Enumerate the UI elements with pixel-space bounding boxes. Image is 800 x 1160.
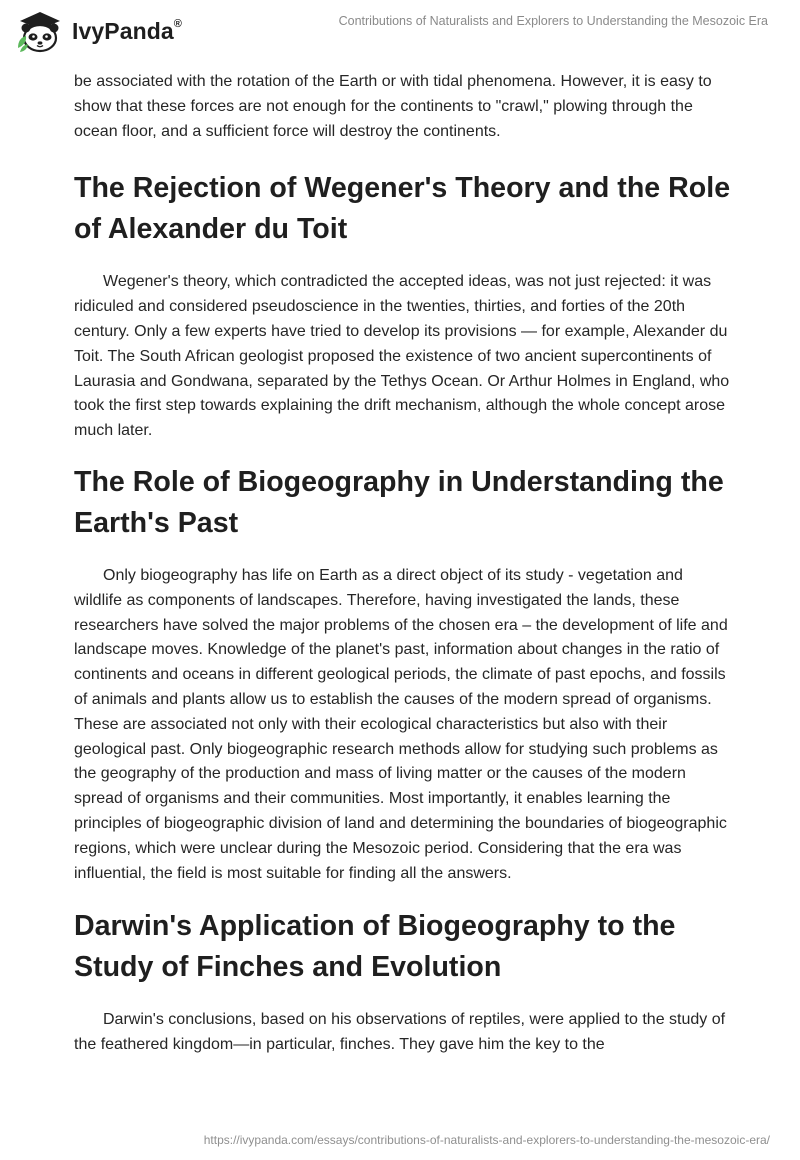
section-paragraph-biogeography: Only biogeography has life on Earth as a direct object of its study - vegetation and wildlife as components of landscapes. Therefore, having investigated the lands, these researchers have solved the major problems of the chosen era – the development of life and landscape moves. Knowledge of the planet's past, information about changes in the ratio of continents and oceans in different geological periods, the climate of past epochs, and fossils of animals and plants allow us to establish the causes of the modern spread of organisms. These are associated not only with their ecological characteristics but also with their geological past. Only biogeographic research methods allow for studying such problems as the geography of the production and mass of living matter or the causes of the modern spread of organisms and their communities. Most importantly, it enables learning the principles of biogeographic division of land and determining the boundaries of biogeographic regions, which were unclear during the Mesozoic period. Considering that the era was influential, the field is most suitable for finding all the answers.: [74, 566, 728, 882]
section-heading-darwin: Darwin's Application of Biogeography to the Study of Finches and Evolution: [74, 910, 676, 984]
section-heading-biogeography: The Role of Biogeography in Understanding the Earth's Past: [74, 465, 724, 539]
section-paragraph-darwin: Darwin's conclusions, based on his observations of reptiles, were applied to the study of the feathered kingdom—in particular, finches. They gave him the key to the: [74, 1011, 726, 1054]
section-paragraph-wegener: Wegener's theory, which contradicted the accepted ideas, was not just rejected: it was ridiculed and considered pseudoscience in the twenties, thirties, and forties of the 20th century. Only a few experts have tried to develop its provisions — for example, Alexander du Toit. The South African geologist proposed the existence of two ancient supercontinents of Laurasia and Gondwana, separated by the Tethys Ocean. Or Arthur Holmes in England, who took the first step towards explaining the drift mechanism, although the whole concept arose much later.: [74, 273, 730, 440]
brand-name: IvyPanda®: [72, 17, 183, 44]
source-url[interactable]: https://ivypanda.com/essays/contributions-of-naturalists-and-explorers-to-understanding-the-mesozoic-era/: [203, 1133, 770, 1147]
page-header: [0, 0, 800, 70]
ivypanda-logo[interactable]: [14, 8, 182, 54]
section-heading-wegener: The Rejection of Wegener's Theory and the Role of Alexander du Toit: [74, 172, 731, 246]
document-title: Contributions of Naturalists and Explorers to Understanding the Mesozoic Era: [338, 14, 768, 28]
essay-content: [74, 70, 734, 1058]
panda-graduate-icon: [14, 8, 66, 54]
intro-paragraph: be associated with the rotation of the Earth or with tidal phenomena. However, it is easy to show that these forces are not enough for the continents to "crawl," plowing through the ocean floor, and a sufficient force will destroy the continents.: [74, 73, 712, 140]
